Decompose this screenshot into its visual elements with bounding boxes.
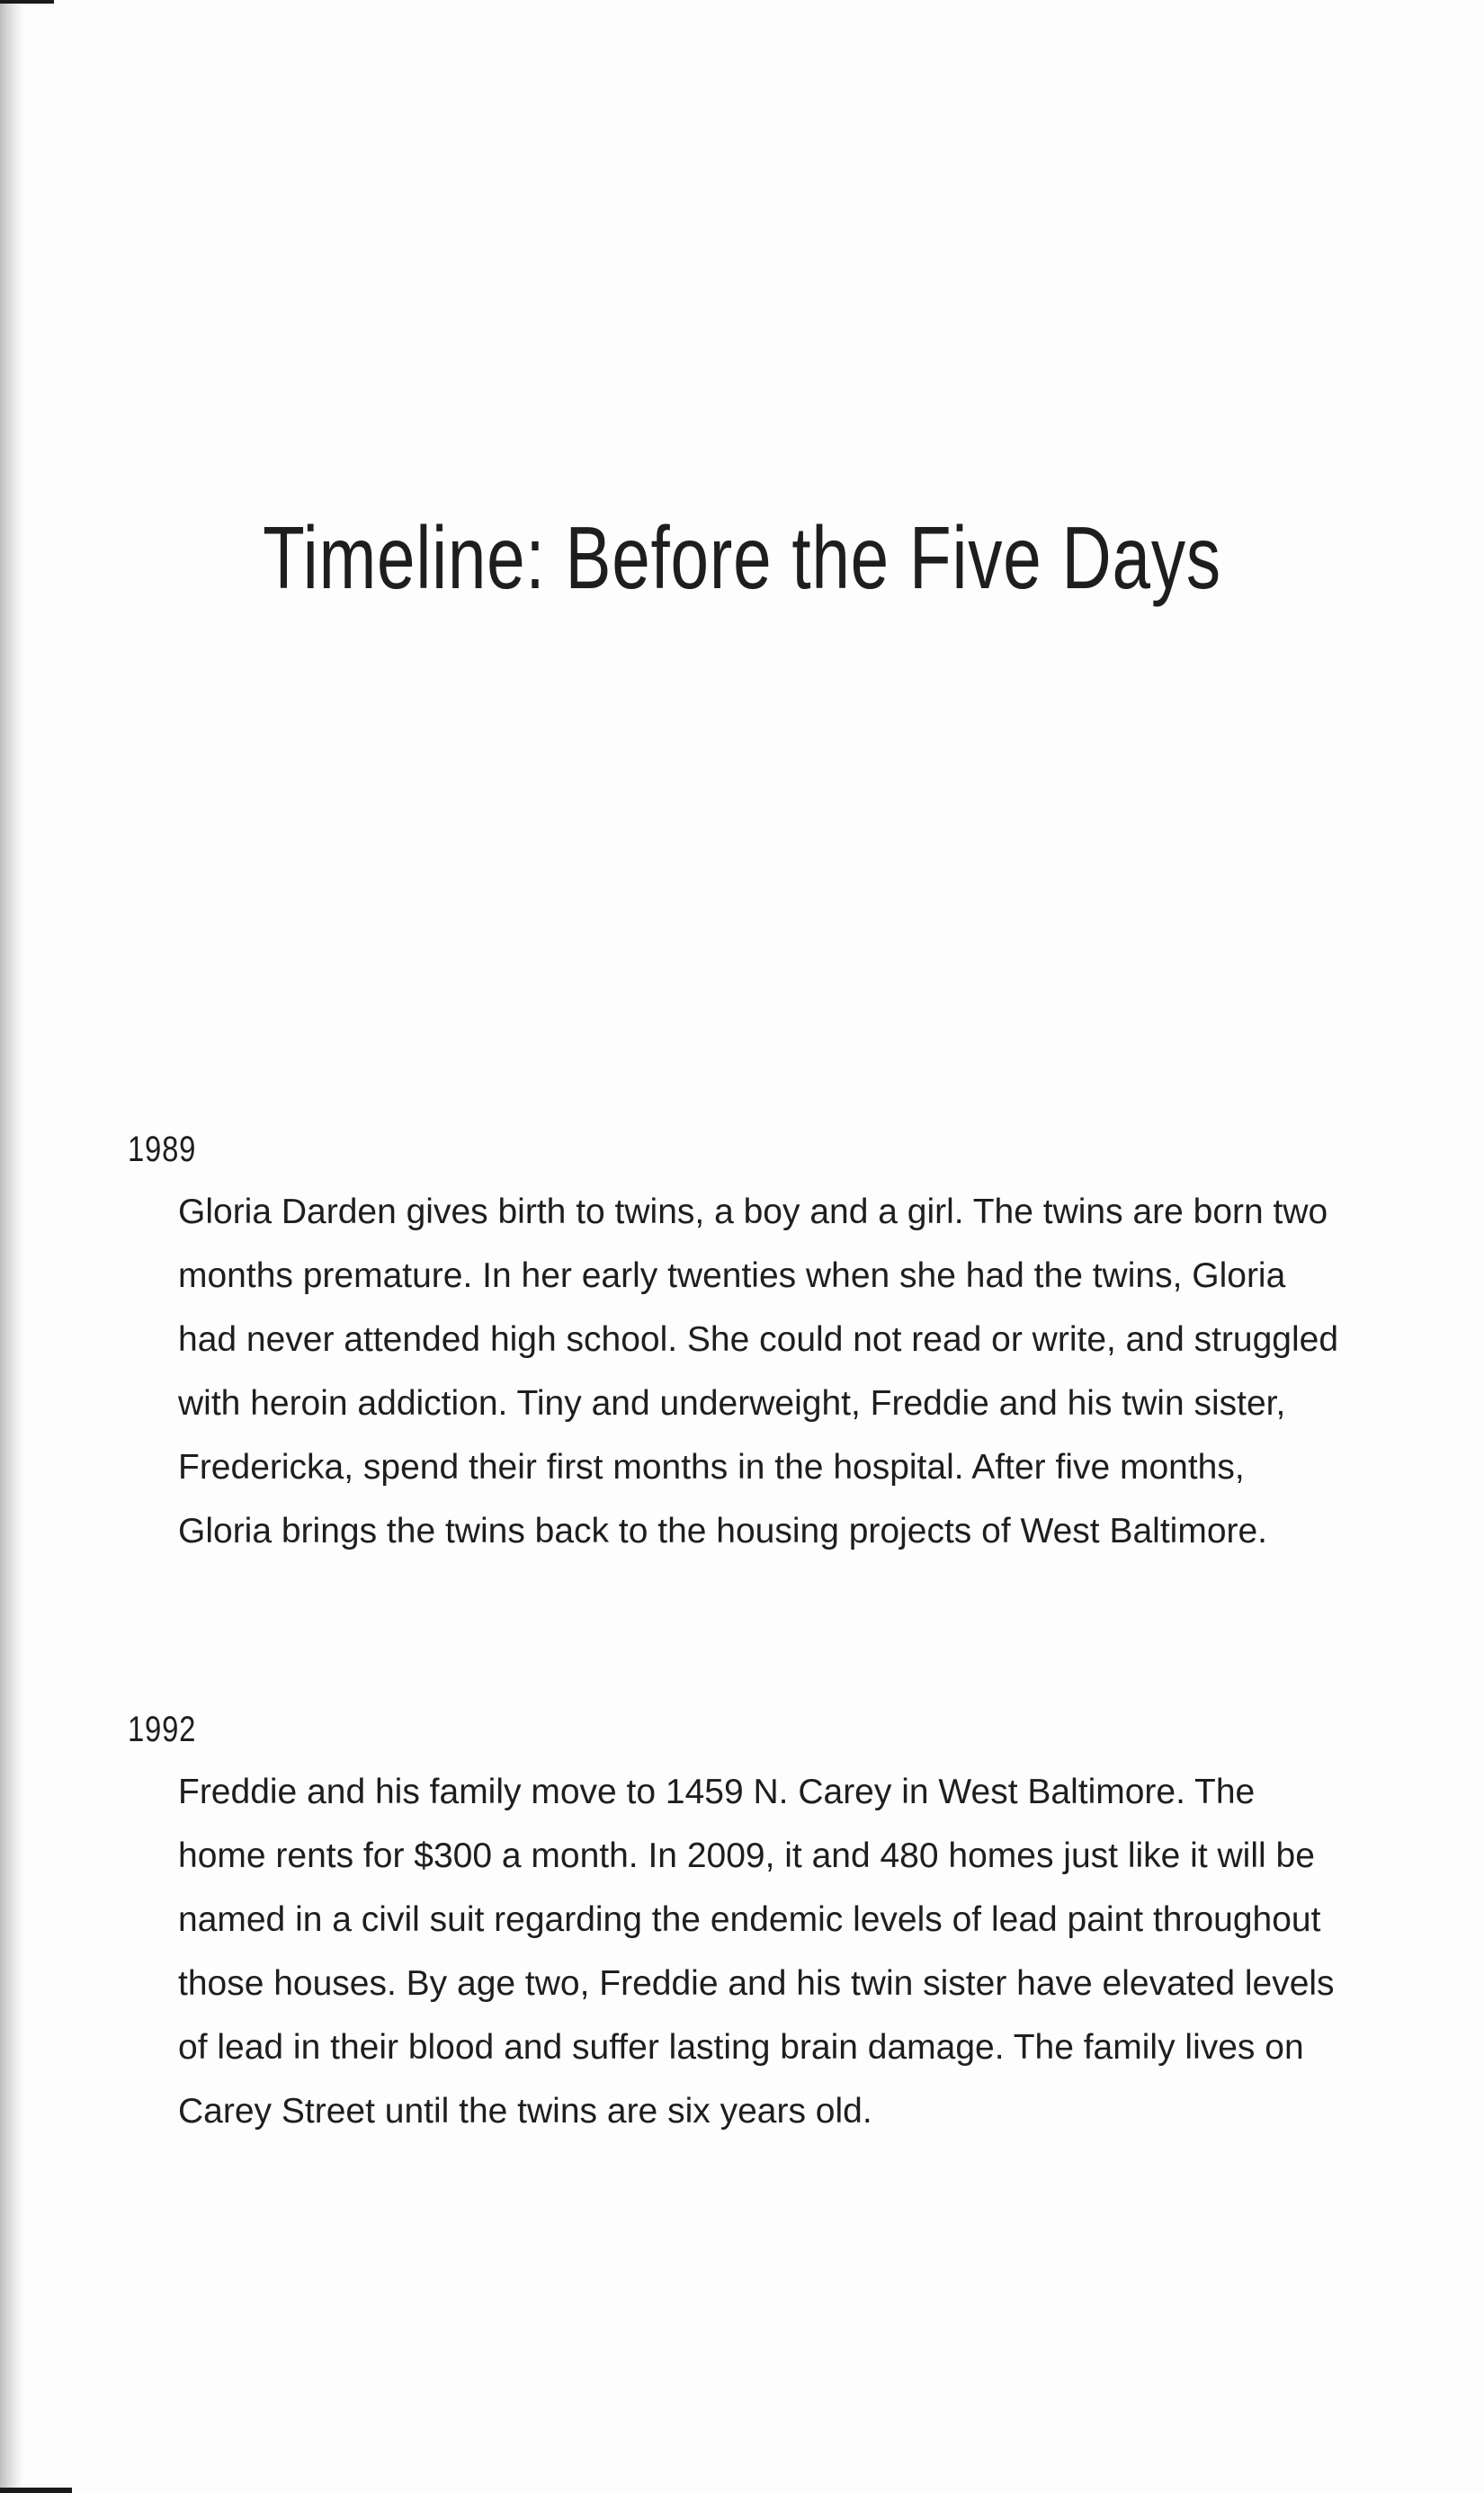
chapter-title: Timeline: Before the Five Days bbox=[263, 508, 1221, 607]
timeline-entry-body bbox=[178, 1180, 1347, 1563]
timeline-year: 1989 bbox=[128, 1130, 197, 1169]
timeline-entry bbox=[128, 1706, 1351, 2143]
scan-gutter-shadow bbox=[0, 0, 23, 2493]
timeline-entry-text: Gloria Darden gives birth to twins, a boy and a girl. The twins are born two months premature. In her early twenties when she had the twins, Gloria had never attended high school. She could not read or write, and struggled with heroin addiction. Tiny and underweight, Freddie and his twin sister, Fredericka, spend their first months in the hospital. After five months, Gloria brings the twins back to the housing projects of West Baltimore. bbox=[178, 1193, 1339, 1550]
timeline-year: 1992 bbox=[128, 1710, 197, 1749]
timeline-entry-text: Freddie and his family move to 1459 N. Carey in West Baltimore. The home rents for $300 a month. In 2009, it and 480 homes just like it will be named in a civil suit regarding the endemic levels of lead paint throughout those houses. By age two, Freddie and his twin sister have elevated levels of lead in their blood and suffer lasting brain damage. The family lives on Carey Street until the twins are six years old. bbox=[178, 1773, 1335, 2131]
timeline-entry bbox=[128, 1126, 1351, 1563]
page-edge-mark-top bbox=[0, 0, 54, 4]
page-edge-mark-bottom bbox=[0, 2488, 72, 2493]
timeline-entry-body bbox=[178, 1760, 1347, 2143]
